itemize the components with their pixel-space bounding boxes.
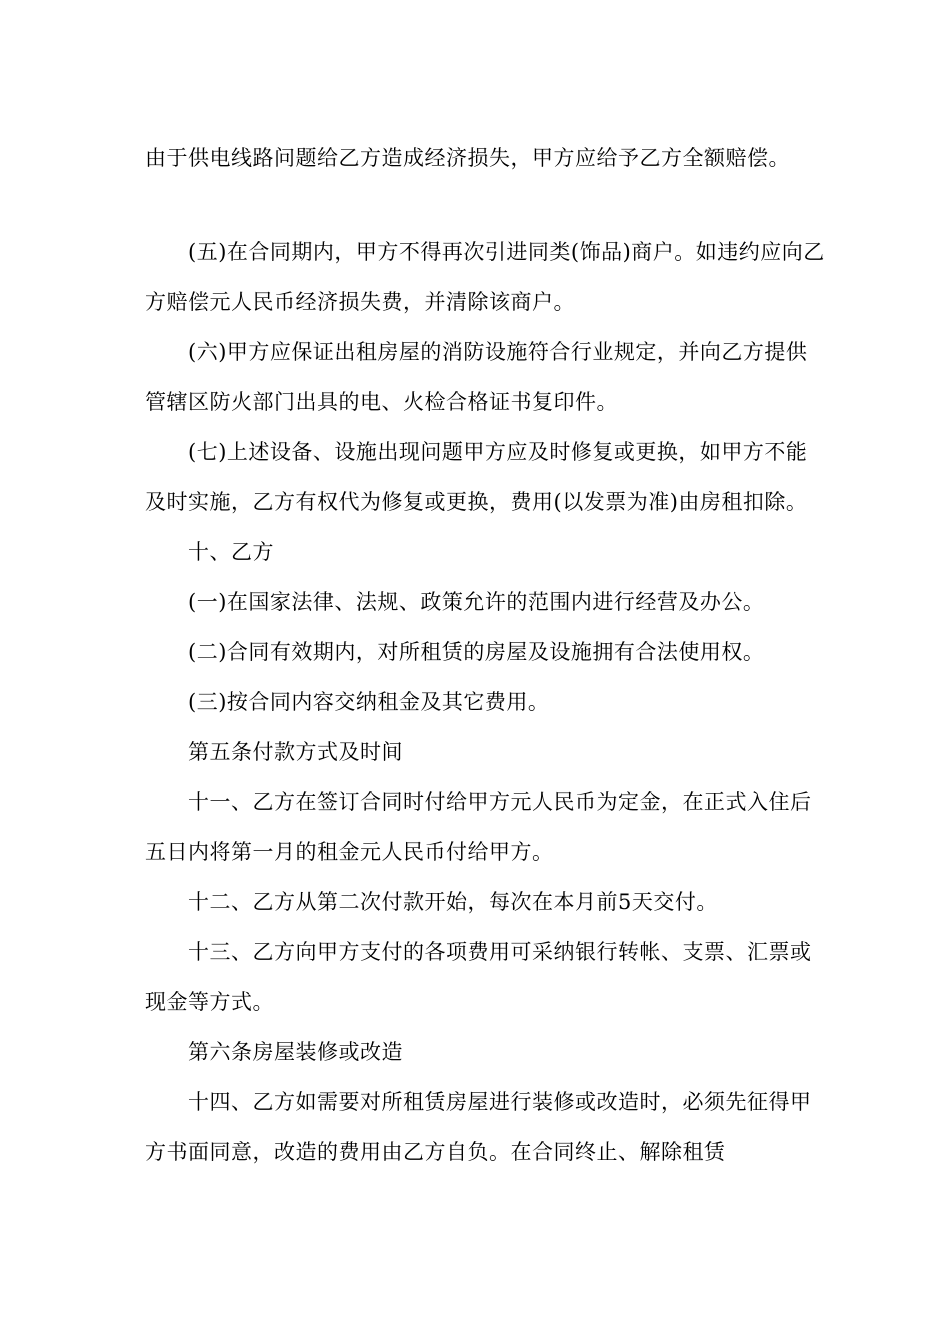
paragraph-clause-7: (七)上述设备、设施出现问题甲方应及时修复或更换，如甲方不能及时实施，乙方有权代为修复或更换，费用(以发票为准)由房租扣除。 bbox=[145, 440, 808, 514]
document-body bbox=[145, 133, 825, 1177]
article-heading-payment: 第五条付款方式及时间 bbox=[188, 740, 403, 764]
paragraph-clause-14: 十四、乙方如需要对所租赁房屋进行装修或改造时，必须先征得甲方书面同意，改造的费用由乙方自负。在合同终止、解除租赁 bbox=[145, 1090, 812, 1164]
paragraph-clause-13: 十三、乙方向甲方支付的各项费用可采纳银行转帐、支票、汇票或现金等方式。 bbox=[145, 940, 812, 1014]
paragraph-party-b-1: (一)在国家法律、法规、政策允许的范围内进行经营及办公。 bbox=[188, 590, 765, 614]
paragraph-clause-6: (六)甲方应保证出租房屋的消防设施符合行业规定，并向乙方提供管辖区防火部门出具的电、火检合格证书复印件。 bbox=[145, 340, 808, 414]
paragraph-party-b-2: (二)合同有效期内，对所租赁的房屋及设施拥有合法使用权。 bbox=[188, 640, 765, 664]
paragraph-clause-11: 十一、乙方在签订合同时付给甲方元人民币为定金，在正式入住后五日内将第一月的租金元人民币付给甲方。 bbox=[145, 790, 812, 864]
paragraph-party-b-3: (三)按合同内容交纳租金及其它费用。 bbox=[188, 690, 550, 714]
paragraph-clause-12: 十二、乙方从第二次付款开始，每次在本月前5天交付。 bbox=[188, 890, 718, 914]
section-heading-party-b: 十、乙方 bbox=[188, 540, 274, 564]
paragraph-clause-5: (五)在合同期内，甲方不得再次引进同类(饰品)商户。如违约应向乙方赔偿元人民币经济损失费，并清除该商户。 bbox=[145, 240, 825, 314]
article-heading-renovation: 第六条房屋装修或改造 bbox=[188, 1040, 403, 1064]
paragraph-compensation-continued: 由于供电线路问题给乙方造成经济损失，甲方应给予乙方全额赔偿。 bbox=[145, 146, 790, 170]
